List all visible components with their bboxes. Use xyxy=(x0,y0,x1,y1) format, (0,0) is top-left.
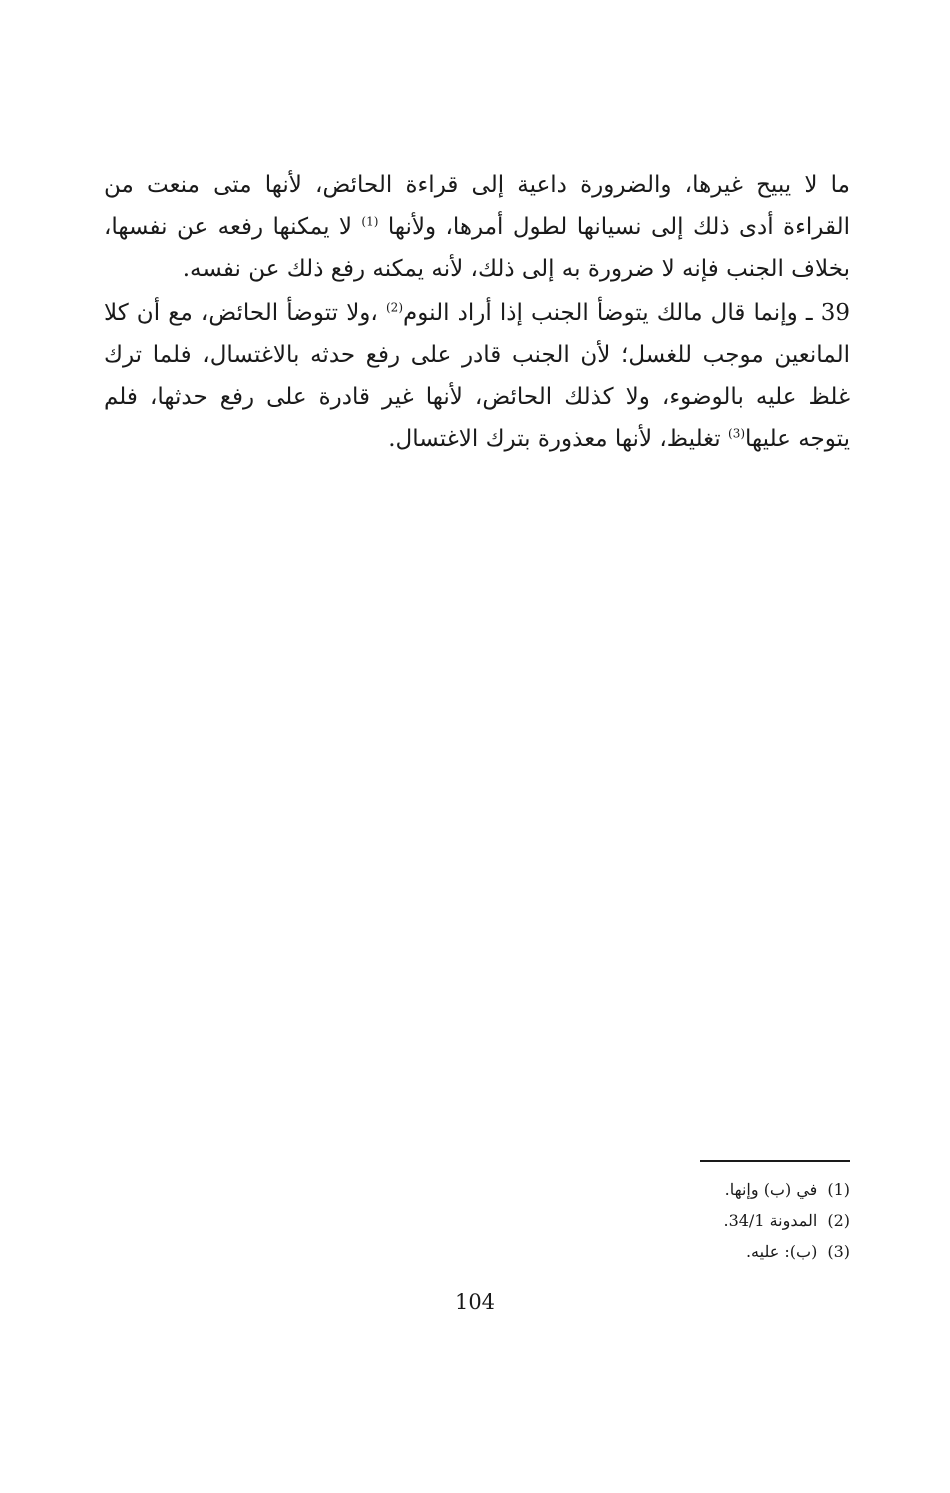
paragraph-1-text-after: لا يمكنها رفعه عن نفسها، بخلاف الجنب فإنه لا ضرورة به إلى ذلك، لأنه يمكنه رفع ذلك عن نفسه. xyxy=(104,214,850,282)
footnote-ref-2: (2) xyxy=(385,300,403,315)
footnotes xyxy=(560,1174,850,1267)
paragraph-2 xyxy=(104,292,850,460)
paragraph-2-text-middle: ،ولا تتوضأ الحائض، مع أن كلا المانعين موجب للغسل؛ لأن الجنب قادر على رفع حدثه بالاغتسال، فلما ترك غلظ عليه بالوضوء، ولا كذلك الحائض، لأنها غير قادرة على رفع حدثها، فلم يتوجه عليها xyxy=(104,300,850,452)
paragraph-2-text-before: وإنما قال مالك يتوضأ الجنب إذا أراد النوم xyxy=(403,300,798,326)
footnote-2-text: المدونة 34/1. xyxy=(723,1211,818,1230)
footnote-3-number: (3) xyxy=(827,1242,850,1261)
footnote-ref-3: (3) xyxy=(728,426,746,441)
paragraph-1-text: ما لا يبيح غيرها، والضرورة داعية إلى قراءة الحائض، لأنها متى منعت من القراءة أدى ذلك إلى نسيانها لطول أمرها، ولأنها xyxy=(104,172,850,240)
footnote-divider xyxy=(700,1160,850,1162)
footnote-2 xyxy=(560,1205,850,1236)
page-number: 104 xyxy=(454,1290,496,1314)
footnote-1-number: (1) xyxy=(827,1180,850,1199)
paragraph-1 xyxy=(104,164,850,290)
paragraph-2-text-after: تغليظ، لأنها معذورة بترك الاغتسال. xyxy=(388,426,721,452)
footnote-2-number: (2) xyxy=(827,1211,850,1230)
footnote-3 xyxy=(560,1236,850,1267)
footnote-ref-1: (1) xyxy=(361,214,379,229)
paragraph-2-number: 39 ـ xyxy=(805,300,850,326)
footnote-1-text: في (ب) وإنها. xyxy=(724,1180,818,1199)
footnote-1 xyxy=(560,1174,850,1205)
footnote-3-text: (ب): عليه. xyxy=(745,1242,818,1261)
